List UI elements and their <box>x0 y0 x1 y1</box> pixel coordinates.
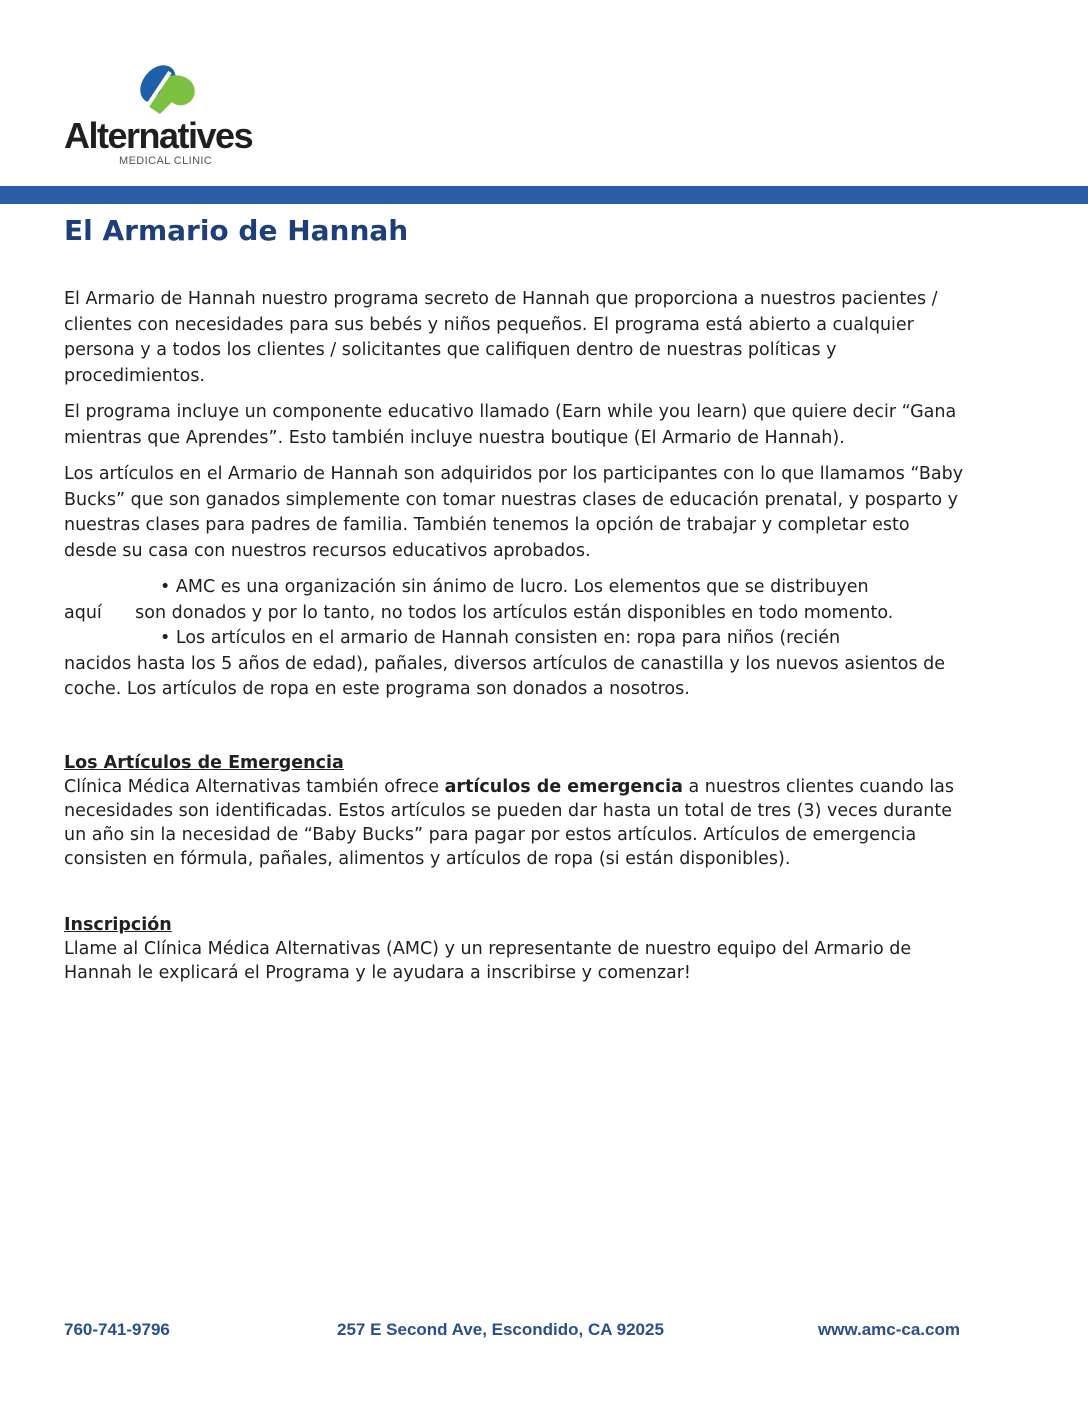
bullet-marker: • <box>160 577 171 597</box>
footer-phone[interactable]: 760-741-9796 <box>64 1320 170 1339</box>
contact-footer <box>64 1320 960 1344</box>
footer-website-link[interactable]: www.amc-ca.com <box>817 1320 960 1339</box>
registration-paragraph: Llame al Clínica Médica Alternativas (AMC) y un representante de nuestro equipo del Armario de Hannah le explicará el Programa y le ayudara a inscribirse y comenzar! <box>64 938 912 983</box>
bullet-item-contents <box>64 626 964 703</box>
program-paragraph: El programa incluye un componente educativo llamado (Earn while you learn) que quiere decir “Gana mientras que Aprendes”. Esto también incluye nuestra boutique (El Armario de Hannah). <box>64 402 957 448</box>
logo-wordmark: Alternatives <box>64 115 253 156</box>
baby-bucks-paragraph: Los artículos en el Armario de Hannah son adquiridos por los participantes con lo que llamamos “Baby Bucks” que son ganados simplemente con tomar nuestras clases de educación prenatal, y posparto y nuestras clases para padres de familia. También tenemos la opción de trabajar y completar esto desde su casa con nuestros recursos educativos aprobados. <box>64 464 964 561</box>
registration-heading: Inscripción <box>64 914 172 935</box>
bullet-rest: aquí son donados y por lo tanto, no todos los artículos están disponibles en todo momento. <box>64 602 894 623</box>
bullet-lead: Los artículos en el armario de Hannah consisten en: ropa para niños (recién <box>175 628 841 648</box>
alternatives-logo-mark-icon <box>136 62 200 116</box>
bullet-rest: nacidos hasta los 5 años de edad), pañales, diversos artículos de canastilla y los nuevos asientos de coche. Los artículos de ropa en este programa son donados a nosotros. <box>64 653 946 699</box>
logo-subtitle: MEDICAL CLINIC <box>119 155 213 167</box>
emergency-paragraph <box>64 775 964 871</box>
emergency-heading: Los Artículos de Emergencia <box>64 752 344 773</box>
bullet-item-nonprofit <box>64 575 964 626</box>
page-title: El Armario de Hannah <box>64 214 409 247</box>
header-divider-bar <box>0 186 1088 204</box>
emergency-text-bold: artículos de emergencia <box>444 776 683 797</box>
document-body <box>64 287 964 985</box>
footer-address: 257 E Second Ave, Escondido, CA 92025 <box>337 1320 664 1339</box>
intro-paragraph: El Armario de Hannah nuestro programa secreto de Hannah que proporciona a nuestros pacientes / clientes con necesidades para sus bebés y niños pequeños. El programa está abierto a cualquier persona y a todos los clientes / solicitantes que califiquen dentro de nuestras políticas y procedimientos. <box>64 289 938 386</box>
clinic-logo <box>64 62 274 172</box>
bullet-lead: AMC es una organización sin ánimo de lucro. Los elementos que se distribuyen <box>175 577 869 597</box>
emergency-text-after: a nuestros clientes cuando las necesidades son identificadas. Estos artículos se pueden dar hasta un total de tres (3) veces durante un año sin la necesidad de “Baby Bucks” para pagar por estos artículos. Artículos de emergencia consisten en fórmula, pañales, alimentos y artículos de ropa (si están disponibles). <box>64 776 955 869</box>
bullet-marker: • <box>160 628 171 648</box>
emergency-text-before: Clínica Médica Alternativas también ofrece <box>64 776 445 797</box>
